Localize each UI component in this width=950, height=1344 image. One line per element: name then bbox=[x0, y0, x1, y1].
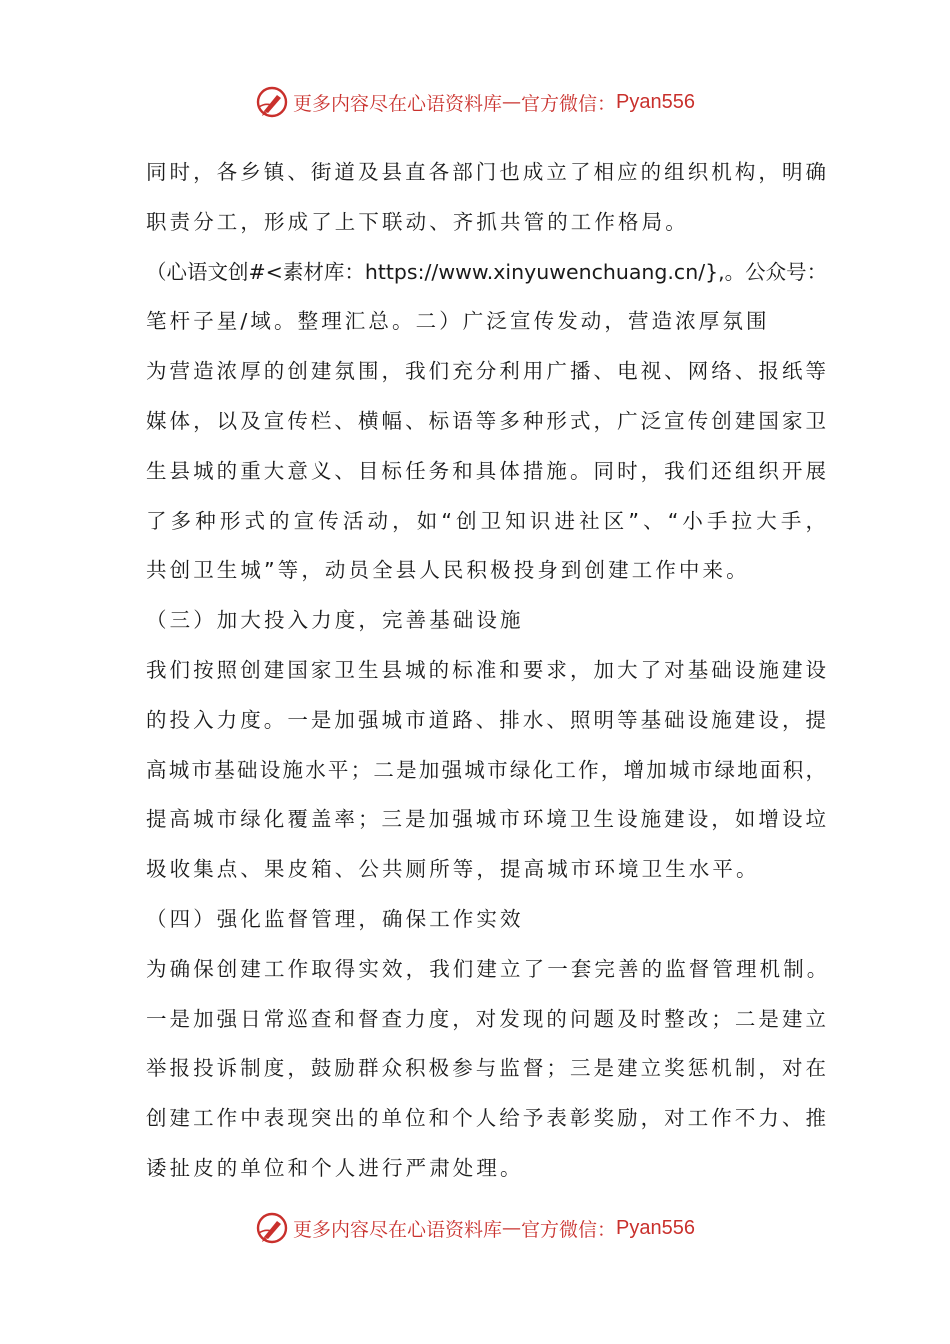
watermark-text: 更多内容尽在心语资料库 bbox=[293, 92, 503, 115]
text-line: 生县城的重大意义、目标任务和具体措施。同时，我们还组织开展 bbox=[146, 458, 826, 483]
pen-logo-icon bbox=[255, 1211, 289, 1245]
text-line: 为确保创建工作取得实效，我们建立了一套完善的监督管理机制。 bbox=[146, 956, 831, 981]
text-line: 共创卫生城”等，动员全县人民积极投身到创建工作中来。 bbox=[146, 558, 750, 583]
text-line: 笔杆子星/域。整理汇总。二）广泛宣传发动，营造浓厚氛围 bbox=[146, 309, 770, 334]
watermark-separator: — bbox=[502, 1217, 522, 1239]
watermark-contact-label: 官方微信： bbox=[521, 92, 617, 115]
text-line: 为营造浓厚的创建氛围，我们充分利用广播、电视、网络、报纸等 bbox=[146, 359, 826, 384]
text-line: 诿扯皮的单位和个人进行严肃处理。 bbox=[146, 1155, 524, 1180]
watermark-footer bbox=[0, 1208, 950, 1248]
text-line: 举报投诉制度，鼓励群众积极参与监督；三是建立奖惩机制，对在 bbox=[146, 1056, 826, 1081]
text-line: （心语文创#<素材库：https://www.xinyuwenchuang.cn/},。公众号： bbox=[146, 259, 828, 284]
text-line: 的投入力度。一是加强城市道路、排水、照明等基础设施建设，提 bbox=[146, 707, 826, 732]
text-line: 媒体，以及宣传栏、横幅、标语等多种形式，广泛宣传创建国家卫 bbox=[146, 408, 826, 433]
watermark-contact-id: Pyan556 bbox=[616, 90, 695, 113]
document-body bbox=[146, 148, 831, 1194]
text-line: 一是加强日常巡查和督查力度，对发现的问题及时整改；二是建立 bbox=[146, 1006, 826, 1031]
text-line: 职责分工，形成了上下联动、齐抓共管的工作格局。 bbox=[146, 209, 689, 234]
text-line: 高城市基础设施水平；二是加强城市绿化工作，增加城市绿地面积， bbox=[146, 757, 826, 782]
watermark-contact-id: Pyan556 bbox=[616, 1216, 695, 1239]
watermark-text: 更多内容尽在心语资料库 bbox=[293, 1218, 503, 1241]
text-line: 了多种形式的宣传活动，如“创卫知识进社区”、“小手拉大手， bbox=[146, 508, 826, 533]
text-line: 提高城市绿化覆盖率；三是加强城市环境卫生设施建设，如增设垃 bbox=[146, 807, 826, 832]
pen-logo-icon bbox=[255, 85, 289, 119]
watermark-header bbox=[0, 82, 950, 122]
text-line: 创建工作中表现突出的单位和个人给予表彰奖励，对工作不力、推 bbox=[146, 1106, 826, 1131]
text-line: 同时，各乡镇、街道及县直各部门也成立了相应的组织机构，明确 bbox=[146, 160, 826, 184]
watermark-contact-label: 官方微信： bbox=[521, 1218, 617, 1241]
section-heading: （四）强化监督管理，确保工作实效 bbox=[146, 906, 524, 931]
text-line: 圾收集点、果皮箱、公共厕所等，提高城市环境卫生水平。 bbox=[146, 857, 760, 882]
text-line: 我们按照创建国家卫生县城的标准和要求，加大了对基础设施建设 bbox=[146, 657, 826, 682]
watermark-separator: — bbox=[502, 91, 522, 113]
section-heading: （三）加大投入力度，完善基础设施 bbox=[146, 608, 524, 633]
